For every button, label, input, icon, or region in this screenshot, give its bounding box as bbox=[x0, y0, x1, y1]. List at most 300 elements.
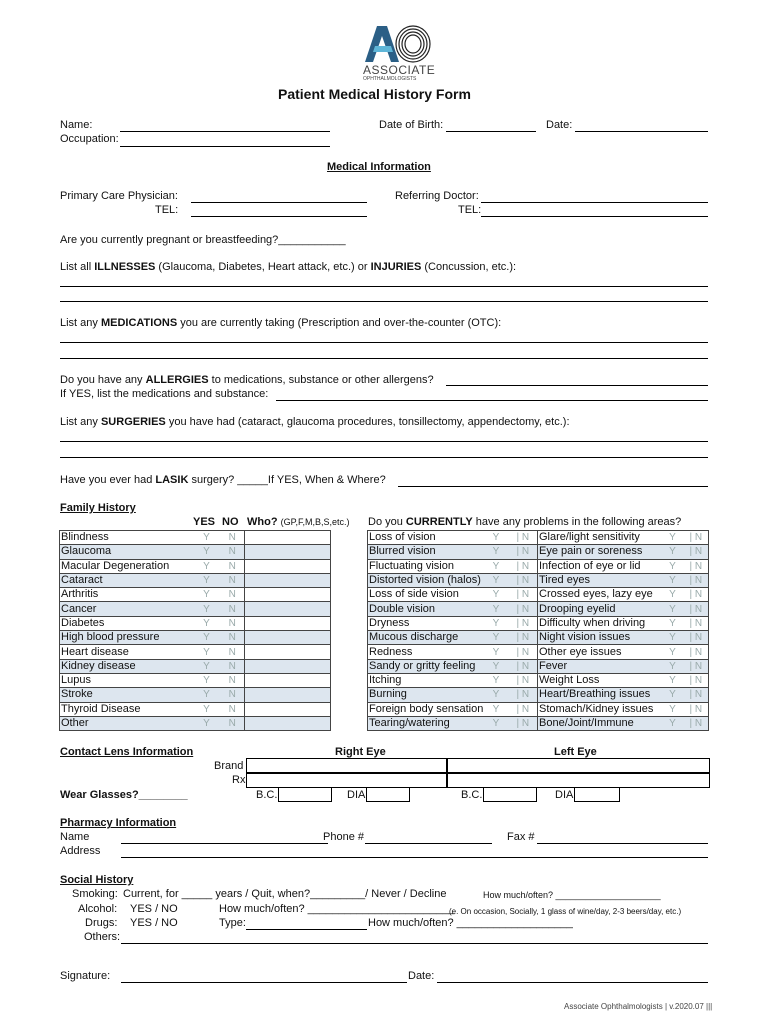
alcohol-label: Alcohol: bbox=[78, 903, 118, 915]
yn-separator: | bbox=[689, 646, 693, 658]
symptom-right-no[interactable] bbox=[684, 588, 709, 602]
family-row bbox=[60, 559, 331, 573]
family-yes-option[interactable]: Y bbox=[193, 673, 221, 687]
symptom-right: Weight Loss bbox=[538, 673, 662, 687]
no-option[interactable]: N bbox=[694, 646, 703, 658]
symptom-right: Eye pain or soreness bbox=[538, 545, 662, 559]
no-option[interactable]: N bbox=[521, 689, 530, 701]
symptom-left-yes[interactable]: Y bbox=[484, 545, 509, 559]
symptom-row bbox=[368, 673, 709, 687]
symptom-right-no[interactable] bbox=[684, 673, 709, 687]
symptom-left-no[interactable] bbox=[509, 716, 538, 730]
symptom-left: Fluctuating vision bbox=[368, 559, 484, 573]
yn-separator: | bbox=[516, 546, 520, 558]
signature-date-label: Date: bbox=[408, 970, 435, 982]
family-no-option[interactable]: N bbox=[221, 702, 245, 716]
surgeries-line-1[interactable] bbox=[60, 441, 708, 442]
family-no-option[interactable]: N bbox=[221, 559, 245, 573]
no-option[interactable]: N bbox=[694, 532, 703, 544]
symptom-left-yes[interactable]: Y bbox=[484, 588, 509, 602]
family-condition: Thyroid Disease bbox=[60, 702, 193, 716]
yn-separator: | bbox=[516, 646, 520, 658]
right-bc-label: B.C. bbox=[256, 789, 278, 801]
family-yes-header: YES bbox=[193, 516, 216, 528]
symptom-left-yes[interactable]: Y bbox=[484, 573, 509, 587]
no-option[interactable]: N bbox=[694, 560, 703, 572]
no-option[interactable]: N bbox=[694, 589, 703, 601]
yn-separator: | bbox=[516, 718, 520, 729]
family-condition: Blindness bbox=[60, 531, 193, 545]
left-eye-header: Left Eye bbox=[554, 746, 597, 758]
alcohol-options[interactable]: YES / NO bbox=[130, 903, 178, 915]
medical-info-heading: Medical Information bbox=[327, 161, 431, 173]
yn-separator: | bbox=[516, 675, 520, 687]
family-who-input[interactable] bbox=[245, 545, 331, 559]
family-who-input[interactable] bbox=[245, 559, 331, 573]
symptom-right-yes[interactable]: Y bbox=[662, 702, 684, 716]
symptom-right: Crossed eyes, lazy eye bbox=[538, 588, 662, 602]
family-row bbox=[60, 531, 331, 545]
medications-line-1[interactable] bbox=[60, 342, 708, 343]
symptom-right: Heart/Breathing issues bbox=[538, 688, 662, 702]
symptom-left: Loss of vision bbox=[368, 531, 484, 545]
family-who-input[interactable] bbox=[245, 631, 331, 645]
illness-line-1[interactable] bbox=[60, 286, 708, 287]
family-who-header: Who? (GP,F,M,B,S,etc.) bbox=[247, 516, 350, 528]
pcp-label: Primary Care Physician: bbox=[60, 190, 178, 202]
family-row bbox=[60, 645, 331, 659]
family-who-input[interactable] bbox=[245, 702, 331, 716]
no-option[interactable]: N bbox=[694, 718, 703, 729]
symptom-row bbox=[368, 716, 709, 730]
others-input[interactable] bbox=[121, 943, 708, 944]
drugs-how-much[interactable]: How much/often? ___________________ bbox=[368, 917, 573, 929]
family-yes-option[interactable]: Y bbox=[193, 602, 221, 616]
no-option[interactable]: N bbox=[694, 703, 703, 715]
family-yes-option[interactable]: Y bbox=[193, 645, 221, 659]
symptom-right-yes[interactable]: Y bbox=[662, 673, 684, 687]
illness-line-2[interactable] bbox=[60, 301, 708, 302]
symptom-row bbox=[368, 573, 709, 587]
no-option[interactable]: N bbox=[694, 632, 703, 644]
pharmacy-fax-label: Fax # bbox=[507, 831, 535, 843]
symptom-right: Stomach/Kidney issues bbox=[538, 702, 662, 716]
family-no-option[interactable]: N bbox=[221, 716, 245, 730]
family-who-input[interactable] bbox=[245, 531, 331, 545]
no-option[interactable]: N bbox=[694, 546, 703, 558]
symptom-left-no[interactable] bbox=[509, 545, 538, 559]
symptom-row bbox=[368, 616, 709, 630]
name-input[interactable] bbox=[120, 131, 330, 132]
family-row bbox=[60, 545, 331, 559]
no-option[interactable]: N bbox=[521, 546, 530, 558]
logo-line1: ASSOCIATE bbox=[363, 63, 436, 77]
family-yes-option[interactable]: Y bbox=[193, 631, 221, 645]
symptom-row bbox=[368, 602, 709, 616]
symptom-left: Blurred vision bbox=[368, 545, 484, 559]
symptom-right: Drooping eyelid bbox=[538, 602, 662, 616]
symptom-left: Loss of side vision bbox=[368, 588, 484, 602]
right-dia-label: DIA bbox=[347, 789, 366, 801]
alcohol-how-much[interactable]: How much/often? ________________________ bbox=[219, 903, 455, 915]
no-option[interactable]: N bbox=[694, 660, 703, 672]
yn-separator: | bbox=[516, 532, 520, 544]
symptom-right-yes[interactable]: Y bbox=[662, 531, 684, 545]
family-row bbox=[60, 688, 331, 702]
symptom-left-no[interactable] bbox=[509, 659, 538, 673]
symptom-left: Foreign body sensation bbox=[369, 702, 484, 715]
symptom-right-yes[interactable]: Y bbox=[662, 602, 684, 616]
family-who-input[interactable] bbox=[245, 673, 331, 687]
symptom-right-yes[interactable]: Y bbox=[662, 616, 684, 630]
family-row bbox=[60, 716, 331, 730]
symptom-row bbox=[368, 631, 709, 645]
allergies-list-label: If YES, list the medications and substance: bbox=[60, 388, 269, 400]
yn-separator: | bbox=[516, 560, 520, 572]
family-no-option[interactable]: N bbox=[221, 673, 245, 687]
referring-tel-label: TEL: bbox=[458, 204, 482, 216]
family-row bbox=[60, 673, 331, 687]
symptom-left-yes[interactable]: Y bbox=[484, 716, 509, 730]
medications-question: List any MEDICATIONS you are currently taking (Prescription and over-the-counter (OTC): bbox=[60, 317, 502, 329]
symptom-left-no[interactable] bbox=[509, 588, 538, 602]
symptom-right-no[interactable] bbox=[684, 702, 709, 716]
family-yes-option[interactable]: Y bbox=[193, 545, 221, 559]
allergies-question: Do you have any ALLERGIES to medications, substance or other allergens? bbox=[60, 374, 434, 386]
yn-separator: | bbox=[516, 589, 520, 601]
family-condition: Kidney disease bbox=[60, 659, 193, 673]
pcp-tel-input[interactable] bbox=[191, 216, 367, 217]
referring-tel-input[interactable] bbox=[481, 216, 708, 217]
symptom-right: Infection of eye or lid bbox=[538, 559, 662, 573]
no-option[interactable]: N bbox=[521, 560, 530, 572]
no-option[interactable]: N bbox=[521, 660, 530, 672]
symptom-right: Bone/Joint/Immune bbox=[538, 716, 662, 730]
symptom-right-no[interactable] bbox=[684, 545, 709, 559]
yn-separator: | bbox=[516, 603, 520, 615]
brand-label: Brand bbox=[214, 760, 244, 772]
symptom-right-yes[interactable]: Y bbox=[662, 645, 684, 659]
signature-label: Signature: bbox=[60, 970, 111, 982]
left-rx-input[interactable] bbox=[446, 772, 710, 788]
yn-separator: | bbox=[689, 575, 693, 587]
no-option[interactable]: N bbox=[521, 675, 530, 687]
pharmacy-phone-label: Phone # bbox=[323, 831, 364, 843]
symptom-right: Tired eyes bbox=[538, 573, 662, 587]
family-no-option[interactable]: N bbox=[221, 616, 245, 630]
yn-separator: | bbox=[516, 575, 520, 587]
family-condition: Macular Degeneration bbox=[60, 559, 193, 573]
symptom-right-yes[interactable]: Y bbox=[662, 716, 684, 730]
no-option[interactable]: N bbox=[521, 575, 530, 587]
symptom-left-yes[interactable]: Y bbox=[484, 659, 509, 673]
symptom-left: Distorted vision (halos) bbox=[368, 573, 484, 587]
right-rx-input[interactable] bbox=[246, 772, 448, 788]
family-yes-option[interactable]: Y bbox=[193, 531, 221, 545]
pharmacy-address-input[interactable] bbox=[121, 857, 708, 858]
drugs-type-label: Type: bbox=[219, 917, 246, 929]
pcp-input[interactable] bbox=[191, 202, 367, 203]
pregnant-question[interactable]: Are you currently pregnant or breastfeeding?___________ bbox=[60, 234, 346, 246]
family-no-option[interactable]: N bbox=[221, 645, 245, 659]
symptom-row bbox=[368, 645, 709, 659]
no-option[interactable]: N bbox=[521, 589, 530, 601]
symptom-row bbox=[368, 702, 709, 716]
smoking-how-much[interactable]: How much/often? _____________________ bbox=[483, 890, 661, 900]
symptom-left-no[interactable] bbox=[509, 573, 538, 587]
symptom-left-no[interactable] bbox=[509, 559, 538, 573]
symptom-left-no[interactable] bbox=[509, 673, 538, 687]
symptom-left-no[interactable] bbox=[509, 645, 538, 659]
symptom-row bbox=[368, 688, 709, 702]
family-row bbox=[60, 702, 331, 716]
family-who-input[interactable] bbox=[245, 688, 331, 702]
symptom-right-yes[interactable]: Y bbox=[662, 573, 684, 587]
symptom-right-yes[interactable]: Y bbox=[662, 688, 684, 702]
family-yes-option[interactable]: Y bbox=[193, 702, 221, 716]
dob-input[interactable] bbox=[446, 131, 536, 132]
yn-separator: | bbox=[516, 632, 520, 644]
family-condition: Stroke bbox=[60, 688, 193, 702]
family-yes-option[interactable]: Y bbox=[193, 716, 221, 730]
symptom-right-no[interactable] bbox=[684, 688, 709, 702]
family-no-option[interactable]: N bbox=[221, 631, 245, 645]
family-yes-option[interactable]: Y bbox=[193, 659, 221, 673]
family-who-input[interactable] bbox=[245, 588, 331, 602]
symptom-left: Sandy or gritty feeling bbox=[368, 659, 484, 673]
family-no-option[interactable]: N bbox=[221, 588, 245, 602]
ao-logo-icon bbox=[363, 24, 433, 64]
yn-separator: | bbox=[516, 617, 520, 629]
symptom-row bbox=[368, 559, 709, 573]
surgeries-line-2[interactable] bbox=[60, 457, 708, 458]
symptom-right-yes[interactable]: Y bbox=[662, 631, 684, 645]
family-yes-option[interactable]: Y bbox=[193, 559, 221, 573]
symptom-right-yes[interactable]: Y bbox=[662, 545, 684, 559]
symptom-right-no[interactable] bbox=[684, 559, 709, 573]
symptom-left-yes[interactable]: Y bbox=[484, 645, 509, 659]
no-option[interactable]: N bbox=[521, 617, 530, 629]
family-condition: Heart disease bbox=[60, 645, 193, 659]
symptom-left-no[interactable] bbox=[509, 702, 538, 716]
referring-input[interactable] bbox=[481, 202, 708, 203]
no-option[interactable]: N bbox=[694, 675, 703, 687]
family-condition: Arthritis bbox=[60, 588, 193, 602]
no-option[interactable]: N bbox=[694, 617, 703, 629]
family-who-input[interactable] bbox=[245, 645, 331, 659]
family-no-option[interactable]: N bbox=[221, 545, 245, 559]
symptoms-table bbox=[367, 530, 709, 731]
family-no-option[interactable]: N bbox=[221, 602, 245, 616]
family-yes-option[interactable]: Y bbox=[193, 573, 221, 587]
left-bc-input[interactable] bbox=[483, 787, 537, 802]
symptom-left-yes[interactable]: Y bbox=[484, 688, 509, 702]
symptom-right: Night vision issues bbox=[538, 631, 662, 645]
family-condition: Cataract bbox=[60, 573, 193, 587]
signature-date-input[interactable] bbox=[437, 982, 708, 983]
yn-separator: | bbox=[689, 546, 693, 558]
pharmacy-name-label: Name bbox=[60, 831, 90, 843]
symptom-row bbox=[368, 659, 709, 673]
family-condition: Diabetes bbox=[60, 616, 193, 630]
symptom-left-no[interactable] bbox=[509, 631, 538, 645]
drugs-options[interactable]: YES / NO bbox=[130, 917, 178, 929]
date-label: Date: bbox=[546, 119, 573, 131]
symptom-row bbox=[368, 545, 709, 559]
signature-input[interactable] bbox=[121, 982, 407, 983]
logo-line2: OPHTHALMOLOGISTS bbox=[363, 76, 417, 82]
yn-separator: | bbox=[689, 617, 693, 629]
no-option[interactable]: N bbox=[521, 532, 530, 544]
symptoms-question: Do you CURRENTLY have any problems in the following areas? bbox=[368, 516, 682, 528]
left-dia-input[interactable] bbox=[574, 787, 620, 802]
symptom-right: Glare/light sensitivity bbox=[538, 531, 662, 545]
no-option[interactable]: N bbox=[521, 703, 530, 715]
others-label: Others: bbox=[84, 931, 121, 943]
symptom-right: Other eye issues bbox=[538, 645, 662, 659]
symptom-left-yes[interactable]: Y bbox=[484, 602, 509, 616]
surgeries-question: List any SURGERIES you have had (cataract, glaucoma procedures, tonsillectomy, appendectomy, etc.): bbox=[60, 416, 570, 428]
symptom-right-no[interactable] bbox=[684, 531, 709, 545]
symptom-right-no[interactable] bbox=[684, 616, 709, 630]
symptom-left: Mucous discharge bbox=[368, 631, 484, 645]
illness-question: List all ILLNESSES (Glaucoma, Diabetes, Heart attack, etc.) or INJURIES (Concussion, etc.): bbox=[60, 261, 517, 273]
medications-line-2[interactable] bbox=[60, 358, 708, 359]
symptom-left-yes[interactable]: Y bbox=[484, 631, 509, 645]
family-who-input[interactable] bbox=[245, 573, 331, 587]
drugs-type-input[interactable] bbox=[246, 929, 367, 930]
symptom-right-no[interactable] bbox=[684, 573, 709, 587]
no-option[interactable]: N bbox=[521, 603, 530, 615]
no-option[interactable]: N bbox=[521, 632, 530, 644]
right-bc-input[interactable] bbox=[278, 787, 332, 802]
symptom-left: Itching bbox=[368, 673, 484, 687]
symptom-left-yes[interactable]: Y bbox=[484, 673, 509, 687]
symptom-left: Tearing/watering bbox=[368, 716, 484, 730]
symptom-right-no[interactable] bbox=[684, 659, 709, 673]
symptom-left-yes[interactable]: Y bbox=[484, 616, 509, 630]
wear-glasses[interactable]: Wear Glasses?________ bbox=[60, 789, 188, 801]
yn-separator: | bbox=[689, 560, 693, 572]
yn-separator: | bbox=[516, 660, 520, 672]
symptom-right: Difficulty when driving bbox=[538, 616, 662, 630]
family-row bbox=[60, 602, 331, 616]
family-who-input[interactable] bbox=[245, 716, 331, 730]
family-history-table bbox=[59, 530, 331, 731]
no-option[interactable]: N bbox=[694, 689, 703, 701]
yn-separator: | bbox=[689, 660, 693, 672]
rx-label: Rx bbox=[232, 774, 246, 786]
family-row bbox=[60, 659, 331, 673]
yn-separator: | bbox=[689, 532, 693, 544]
symptom-left: Burning bbox=[368, 688, 484, 702]
family-yes-option[interactable]: Y bbox=[193, 588, 221, 602]
symptom-left-no[interactable] bbox=[509, 531, 538, 545]
yn-separator: | bbox=[689, 675, 693, 687]
left-dia-label: DIA bbox=[555, 789, 574, 801]
family-row bbox=[60, 631, 331, 645]
no-option[interactable]: N bbox=[694, 603, 703, 615]
family-no-option[interactable]: N bbox=[221, 531, 245, 545]
symptom-right-no[interactable] bbox=[684, 645, 709, 659]
right-dia-input[interactable] bbox=[366, 787, 410, 802]
family-row bbox=[60, 588, 331, 602]
family-condition: Glaucoma bbox=[60, 545, 193, 559]
family-yes-option[interactable]: Y bbox=[193, 616, 221, 630]
symptom-row bbox=[368, 531, 709, 545]
pcp-tel-label: TEL: bbox=[155, 204, 179, 216]
symptom-right-no[interactable] bbox=[684, 631, 709, 645]
contact-lens-heading: Contact Lens Information bbox=[60, 746, 194, 758]
smoking-options[interactable]: Current, for _____ years / Quit, when?_________/ Never / Decline bbox=[123, 888, 447, 900]
family-history-heading: Family History bbox=[60, 502, 136, 514]
occupation-label: Occupation: bbox=[60, 133, 119, 145]
family-row bbox=[60, 573, 331, 587]
symptom-right-yes[interactable]: Y bbox=[662, 659, 684, 673]
occupation-input[interactable] bbox=[120, 146, 330, 147]
date-input[interactable] bbox=[575, 131, 708, 132]
allergies-input[interactable] bbox=[446, 385, 708, 386]
symptom-left-no[interactable] bbox=[509, 616, 538, 630]
symptom-left-yes[interactable]: Y bbox=[484, 702, 509, 716]
left-bc-label: B.C. bbox=[461, 789, 483, 801]
smoking-label: Smoking: bbox=[72, 888, 118, 900]
yn-separator: | bbox=[516, 703, 520, 715]
symptom-right-yes[interactable]: Y bbox=[662, 588, 684, 602]
yn-separator: | bbox=[689, 718, 693, 729]
pharmacy-phone-input[interactable] bbox=[365, 843, 492, 844]
yn-separator: | bbox=[689, 603, 693, 615]
footer: Associate Ophthalmologists | v.2020.07 ||| bbox=[564, 1002, 713, 1011]
family-condition: Other bbox=[60, 716, 193, 730]
symptom-left-yes[interactable]: Y bbox=[484, 531, 509, 545]
family-who-input[interactable] bbox=[245, 602, 331, 616]
symptom-left-no[interactable] bbox=[509, 602, 538, 616]
symptom-left-no[interactable] bbox=[509, 688, 538, 702]
pharmacy-name-input[interactable] bbox=[121, 843, 328, 844]
family-condition: Cancer bbox=[60, 602, 193, 616]
pharmacy-fax-input[interactable] bbox=[537, 843, 708, 844]
family-yes-option[interactable]: Y bbox=[193, 688, 221, 702]
no-option[interactable]: N bbox=[521, 718, 530, 729]
alcohol-note: (e. On occasion, Socially, 1 glass of wine/day, 2-3 beers/day, etc.) bbox=[449, 907, 682, 916]
symptom-right-yes[interactable]: Y bbox=[662, 559, 684, 573]
right-eye-header: Right Eye bbox=[335, 746, 386, 758]
referring-label: Referring Doctor: bbox=[395, 190, 479, 202]
no-option[interactable]: N bbox=[694, 575, 703, 587]
yn-separator: | bbox=[689, 703, 693, 715]
family-condition: High blood pressure bbox=[60, 631, 193, 645]
social-history-heading: Social History bbox=[60, 874, 134, 886]
family-who-input[interactable] bbox=[245, 616, 331, 630]
family-no-option[interactable]: N bbox=[221, 688, 245, 702]
pharmacy-heading: Pharmacy Information bbox=[60, 817, 177, 829]
family-no-header: NO bbox=[222, 516, 239, 528]
name-label: Name: bbox=[60, 119, 93, 131]
lasik-question: Have you ever had LASIK surgery? _____If YES, When & Where? bbox=[60, 474, 386, 486]
lasik-input[interactable] bbox=[398, 486, 708, 487]
symptom-left-yes[interactable]: Y bbox=[484, 559, 509, 573]
dob-label: Date of Birth: bbox=[379, 119, 444, 131]
family-no-option[interactable]: N bbox=[221, 659, 245, 673]
family-no-option[interactable]: N bbox=[221, 573, 245, 587]
symptom-right-no[interactable] bbox=[684, 716, 709, 730]
family-who-input[interactable] bbox=[245, 659, 331, 673]
symptom-right-no[interactable] bbox=[684, 602, 709, 616]
no-option[interactable]: N bbox=[521, 646, 530, 658]
allergies-list-input[interactable] bbox=[276, 400, 708, 401]
yn-separator: | bbox=[516, 689, 520, 701]
